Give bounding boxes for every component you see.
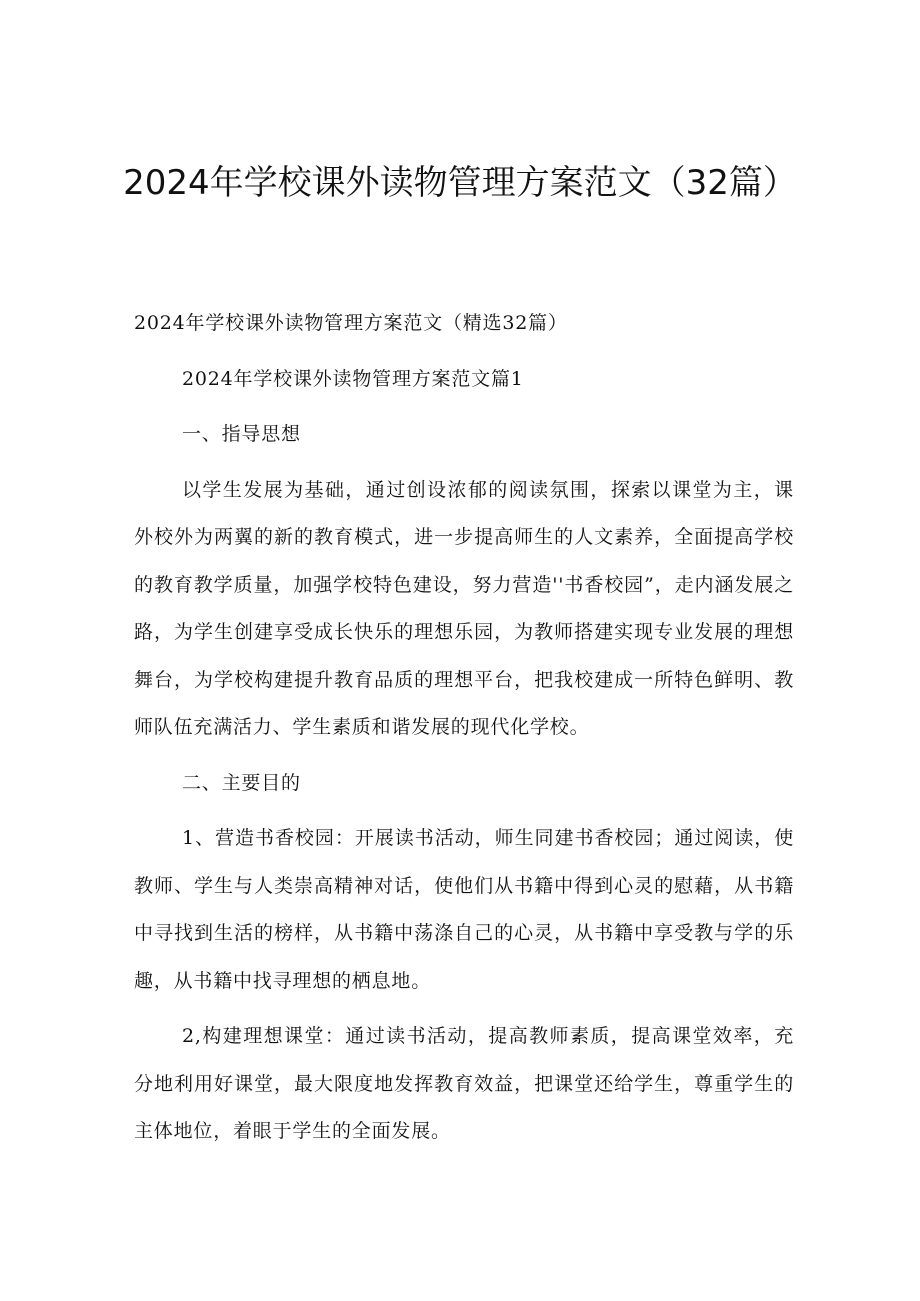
paragraph-guiding-ideology: 以学生发展为基础，通过创设浓郁的阅读氛围，探索以课堂为主，课外校外为两翼的新的教育模式，进一步提高师生的人文素养，全面提高学校的教育教学质量，加强学校特色建设，努力营造''书香校园”，走内涵发展之路，为学生创建享受成长快乐的理想乐园，为教师搭建实现专业发展的理想舞台，为学校构建提升教育品质的理想平台，把我校建成一所特色鲜明、教师队伍充满活力、学生素质和谐发展的现代化学校。 [134,478,794,738]
section-heading-main-purpose: 二、主要目的 [182,771,301,794]
document-body [134,300,794,1164]
paragraph-item-2: 2,构建理想课堂：通过读书活动，提高教师素质，提高课堂效率，充分地利用好课堂，最大限度地发挥教育效益，把课堂还给学生，尊重学生的主体地位，着眼于学生的全面发展。 [134,1025,794,1142]
document-title: 2024年学校课外读物管理方案范文（32篇） [123,163,797,203]
paragraph-item-1: 1、营造书香校园：开展读书活动，师生同建书香校园；通过阅读，使教师、学生与人类崇高精神对话，使他们从书籍中得到心灵的慰藉，从书籍中寻找到生活的榜样，从书籍中荡涤自己的心灵，从书籍中享受教与学的乐趣，从书籍中找寻理想的栖息地。 [134,827,794,992]
chapter-title: 2024年学校课外读物管理方案范文篇1 [182,367,524,390]
section-heading-guiding-ideology: 一、指导思想 [182,423,301,445]
document-subtitle: 2024年学校课外读物管理方案范文（精选32篇） [134,312,568,334]
